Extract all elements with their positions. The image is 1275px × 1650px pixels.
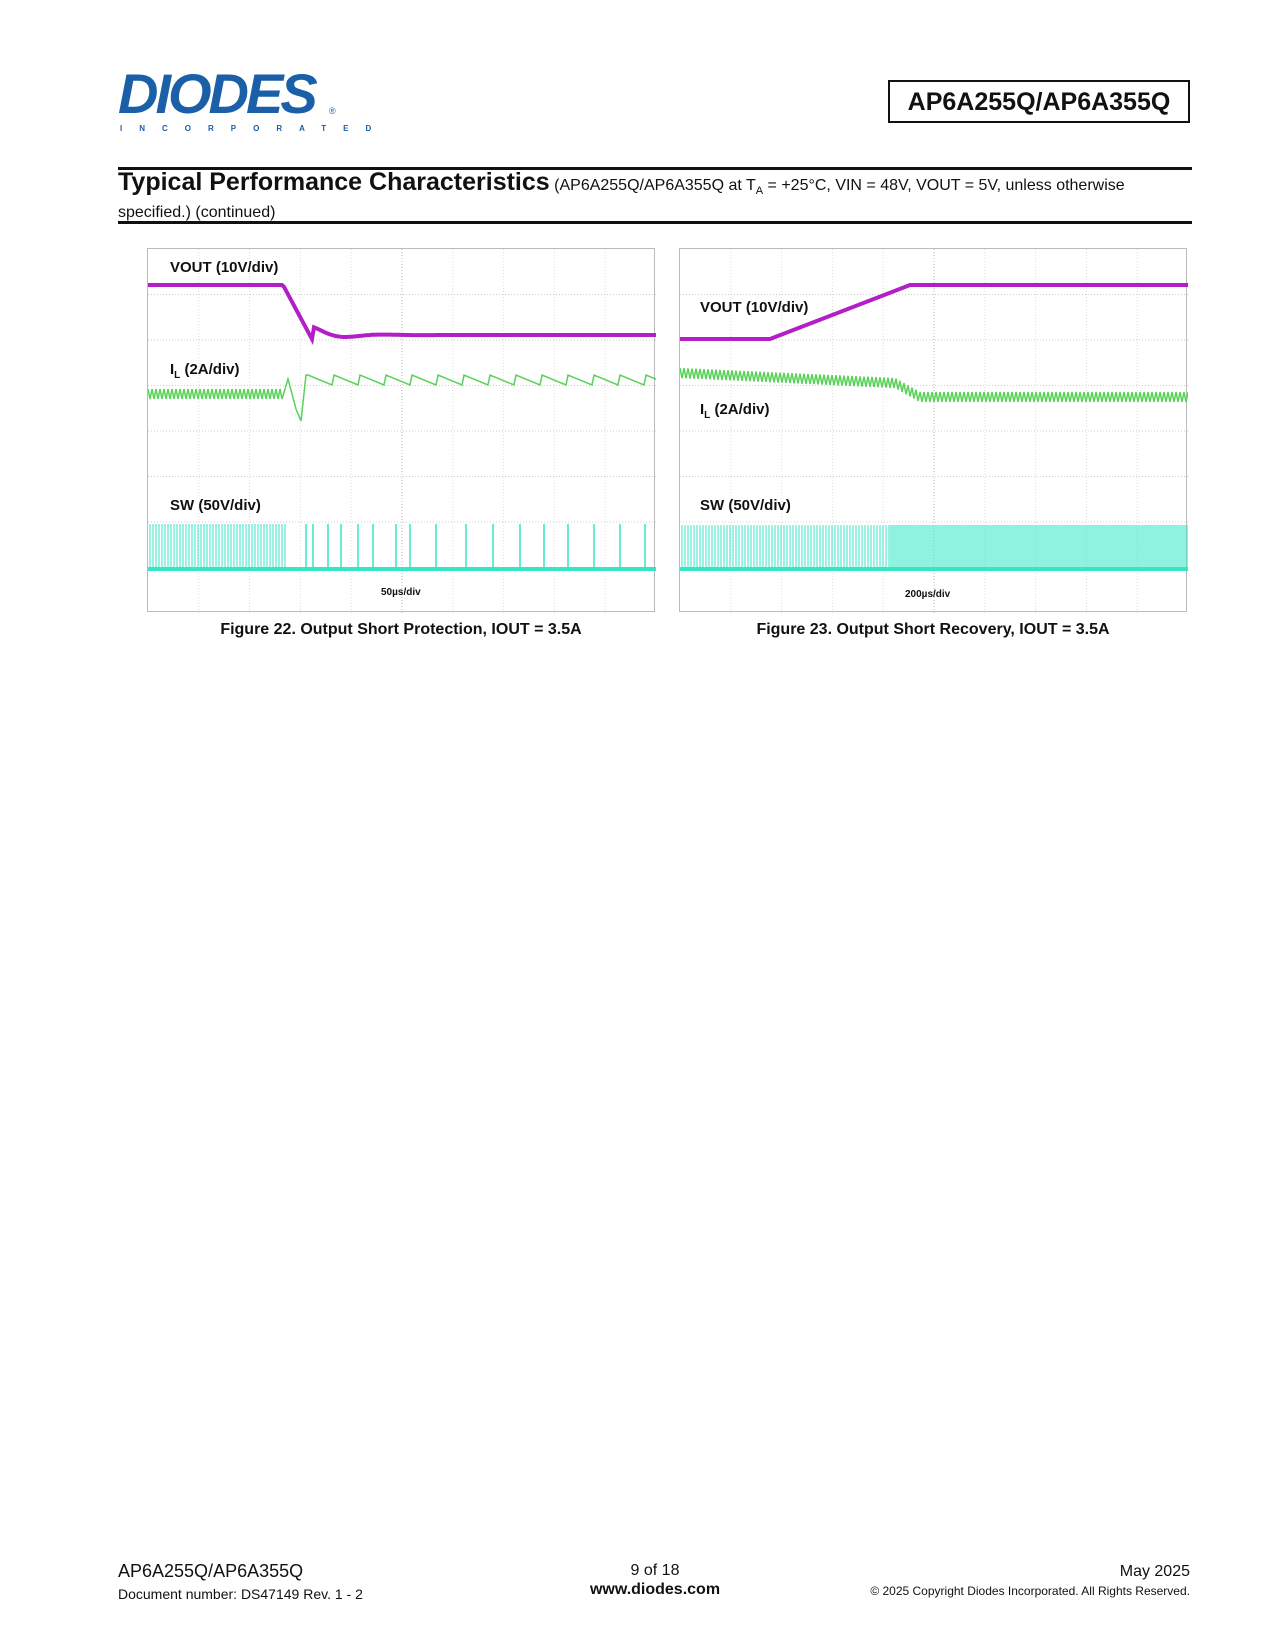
vout-trace-label: VOUT (10V/div) [170,259,279,276]
section-title: Typical Performance Characteristics [118,168,550,196]
footer-copyright: © 2025 Copyright Diodes Incorporated. All Rights Reserved. [870,1584,1190,1598]
il-trace-label: $I_L$ (2A/div) [700,401,770,421]
figure-23-caption: Figure 23. Output Short Recovery, IOUT = 3.5A [756,621,1110,638]
il-trace-label: $I_L$ (2A/div) [170,361,240,381]
section-conditions-continued: specified.) (continued) [118,204,276,222]
diodes-logo [118,62,389,133]
section-bottom-rule [118,221,1192,224]
figure-22-caption: Figure 22. Output Short Protection, IOUT = 3.5A [220,621,582,638]
footer-page-number: 9 of 18 [630,1562,680,1579]
section-conditions: (AP6A255Q/AP6A355Q at $T_A = +25^\circ C$, VIN = 48V, VOUT = 5V, unless otherwise [554,177,1125,198]
sw-trace-label: SW (50V/div) [170,497,261,514]
timebase-label: 200µs/div [905,589,951,600]
sw-dense-switching-band [890,525,1188,569]
sw-trace-label: SW (50V/div) [700,497,791,514]
footer-website-link[interactable]: www.diodes.com [589,1581,721,1598]
oscilloscope-trace-plot [148,249,656,613]
logo-subtext: INCORPORATED [120,124,389,133]
scope-capture-short-protection [147,248,655,612]
logo-wordmark: DIODES [118,62,315,125]
footer-part-number: AP6A255Q/AP6A355Q [118,1561,304,1581]
section-heading [118,168,1192,223]
footer-date: May 2025 [1119,1563,1190,1580]
logo-registered-mark: ® [329,106,336,116]
part-number-box: AP6A255Q/AP6A355Q [888,80,1190,123]
vout-trace-label: VOUT (10V/div) [700,299,809,316]
footer-document-number: Document number: DS47149 Rev. 1 - 2 [118,1586,363,1602]
timebase-label: 50µs/div [381,587,421,598]
scope-capture-short-recovery [679,248,1187,612]
